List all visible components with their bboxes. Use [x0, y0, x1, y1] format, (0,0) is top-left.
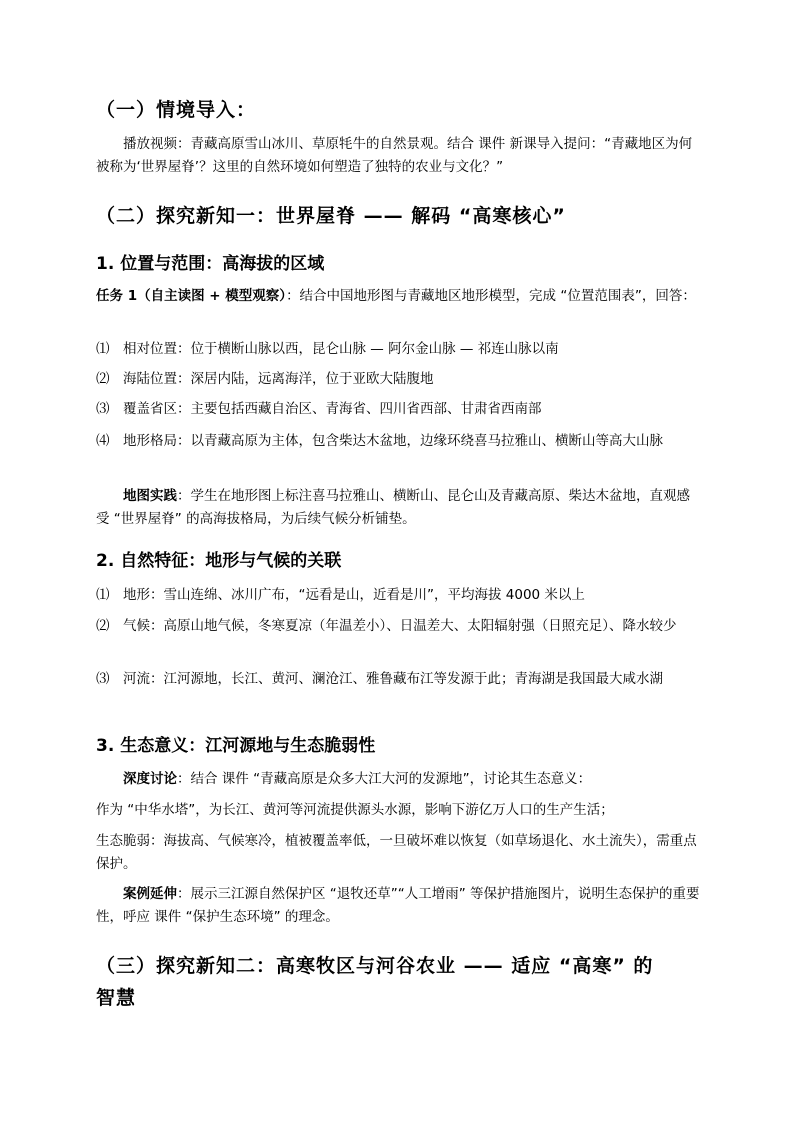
list-item [96, 398, 700, 421]
list-number: ⑴ [96, 587, 110, 603]
section-heading-intro: （一）情境导入： [96, 99, 257, 121]
list-item [96, 368, 700, 391]
list-number: ⑵ [96, 618, 110, 634]
section-heading-explore-2: （三）探究新知二：高寒牧区与河谷农业 —— 适应 “高寒” 的 [96, 955, 654, 977]
water-tower-line: 作为 “中华水塔”，为长江、黄河等河流提供源头水源，影响下游亿万人口的生产生活； [96, 802, 614, 818]
practice-text: ：学生在地形图上标注喜马拉雅山、横断山、昆仑山及青藏高原、柴达木盆地，直观感受 “世界屋脊” 的高海拔格局，为后续气候分析铺垫。 [96, 488, 690, 527]
discussion-text: ：结合 课件 “青藏高原是众多大江大河的发源地”，讨论其生态意义： [177, 771, 592, 787]
list-item [96, 615, 700, 638]
case-text: ：展示三江源自然保护区 “退牧还草”“人工增雨” 等保护措施图片，说明生态保护的重要性，呼应 课件 “保护生态环境” 的理念。 [96, 886, 700, 925]
subsection-title-features: 2. 自然特征：地形与气候的关联 [96, 551, 342, 571]
intro-paragraph: 播放视频：青藏高原雪山冰川、草原牦牛的自然景观。结合 课件 新课导入提问：“青藏地区为何被称为‘世界屋脊’？这里的自然环境如何塑造了独特的农业与文化？” [96, 136, 693, 175]
case-paragraph [96, 883, 700, 929]
list-text: 地形格局：以青藏高原为主体，包含柴达木盆地，边缘环绕喜马拉雅山、横断山等高大山脉 [123, 433, 663, 449]
list-item [96, 338, 700, 361]
task-paragraph [96, 285, 700, 308]
list-text: 相对位置：位于横断山脉以西，昆仑山脉 — 阿尔金山脉 — 祁连山脉以南 [123, 341, 559, 357]
discussion-label: 深度讨论 [123, 771, 177, 787]
list-number: ⑶ [96, 671, 110, 687]
list-item [96, 668, 700, 691]
list-number: ⑴ [96, 341, 110, 357]
task-label: 任务 1（自主读图 + 模型观察） [96, 288, 287, 304]
list-item [96, 430, 700, 453]
practice-paragraph [96, 485, 700, 531]
section-heading-explore-1: （二）探究新知一：世界屋脊 —— 解码 “高寒核心” [96, 205, 566, 227]
discussion-paragraph [96, 768, 700, 791]
task-text: ：结合中国地形图与青藏地区地形模型，完成 “位置范围表”，回答： [286, 288, 696, 304]
list-text: 海陆位置：深居内陆，远离海洋，位于亚欧大陆腹地 [123, 371, 434, 387]
subsection-title-ecology: 3. 生态意义：江河源地与生态脆弱性 [96, 736, 376, 756]
list-text: 覆盖省区：主要包括西藏自治区、青海省、四川省西部、甘肃省西南部 [123, 401, 542, 417]
list-number: ⑶ [96, 401, 110, 417]
section-heading-explore-2-cont: 智慧 [96, 987, 137, 1009]
case-label: 案例延伸 [123, 886, 177, 902]
practice-label: 地图实践 [123, 488, 177, 504]
subsection-title-location: 1. 位置与范围：高海拔的区域 [96, 254, 325, 274]
list-number: ⑷ [96, 433, 110, 449]
list-text: 气候：高原山地气候，冬寒夏凉（年温差小）、日温差大、太阳辐射强（日照充足）、降水较少 [123, 618, 677, 634]
list-item [96, 584, 700, 607]
list-text: 河流：江河源地，长江、黄河、澜沧江、雅鲁藏布江等发源于此；青海湖是我国最大咸水湖 [123, 671, 663, 687]
list-number: ⑵ [96, 371, 110, 387]
fragility-line: 生态脆弱：海拔高、气候寒冷，植被覆盖率低，一旦破坏难以恢复（如草场退化、水土流失），需重点保护。 [96, 833, 697, 872]
list-text: 地形：雪山连绵、冰川广布，“远看是山，近看是川”，平均海拔 4000 米以上 [123, 587, 585, 603]
